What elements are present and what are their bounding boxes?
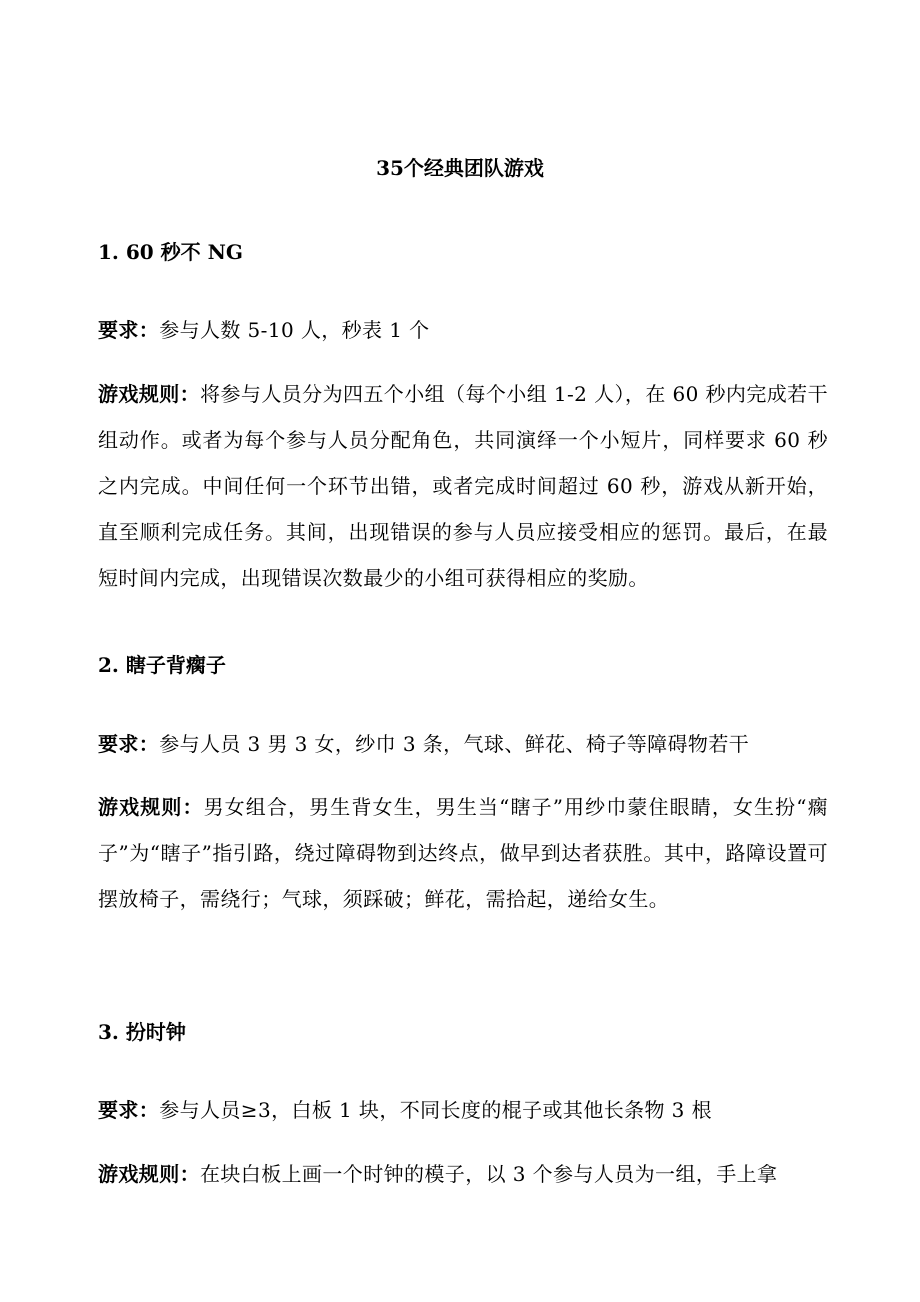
game-3-heading: 3. 扮时钟 [98, 1020, 186, 1044]
game-1-requirement [98, 307, 828, 353]
game-1-requirement-label: 要求： [98, 318, 160, 342]
game-2-rules-text: 男女组合，男生背女生，男生当“瞎子”用纱巾蒙住眼睛，女生扮“瘸子”为“瞎子”指引路，绕过障碍物到达终点，做早到达者获胜。其中，路障设置可摆放椅子，需绕行；气球，须踩破；鲜花，需拾起，递给女生。 [98, 795, 828, 911]
document-title: 35个经典团队游戏 [376, 156, 544, 180]
game-3-requirement-text: 参与人员≥3，白板 1 块，不同长度的棍子或其他长条物 3 根 [159, 1098, 712, 1122]
game-2-heading: 2. 瞎子背瘸子 [98, 653, 226, 677]
game-3-requirement-label: 要求： [98, 1098, 160, 1122]
game-1-rules-text: 将参与人员分为四五个小组（每个小组 1-2 人），在 60 秒内完成若干组动作。或者为每个参与人员分配角色，共同演绎一个小短片，同样要求 60 秒之内完成。中间任何一个环节出错，或者完成时间超过 60 秒，游戏从新开始，直至顺利完成任务。其间，出现错误的参与人员应接受相应的惩罚。最后，在最短时间内完成，出现错误次数最少的小组可获得相应的奖励。 [98, 382, 828, 590]
game-1-requirement-text: 参与人数 5-10 人，秒表 1 个 [159, 318, 430, 342]
game-3-requirement [98, 1087, 828, 1133]
game-2-requirement [98, 721, 828, 767]
game-1-rules [98, 371, 828, 601]
game-2-requirement-label: 要求： [98, 732, 160, 756]
game-2-requirement-text: 参与人员 3 男 3 女，纱巾 3 条，气球、鲜花、椅子等障碍物若干 [159, 732, 750, 756]
game-3-rules-text: 在块白板上画一个时钟的模子，以 3 个参与人员为一组，手上拿 [200, 1162, 778, 1186]
game-2-rules-label: 游戏规则： [98, 795, 204, 819]
game-2-rules [98, 784, 828, 922]
game-1-heading: 1. 60 秒不 NG [98, 240, 243, 264]
game-1-rules-label: 游戏规则： [98, 382, 201, 406]
game-3-rules [98, 1151, 828, 1197]
game-3-rules-label: 游戏规则： [98, 1162, 200, 1186]
